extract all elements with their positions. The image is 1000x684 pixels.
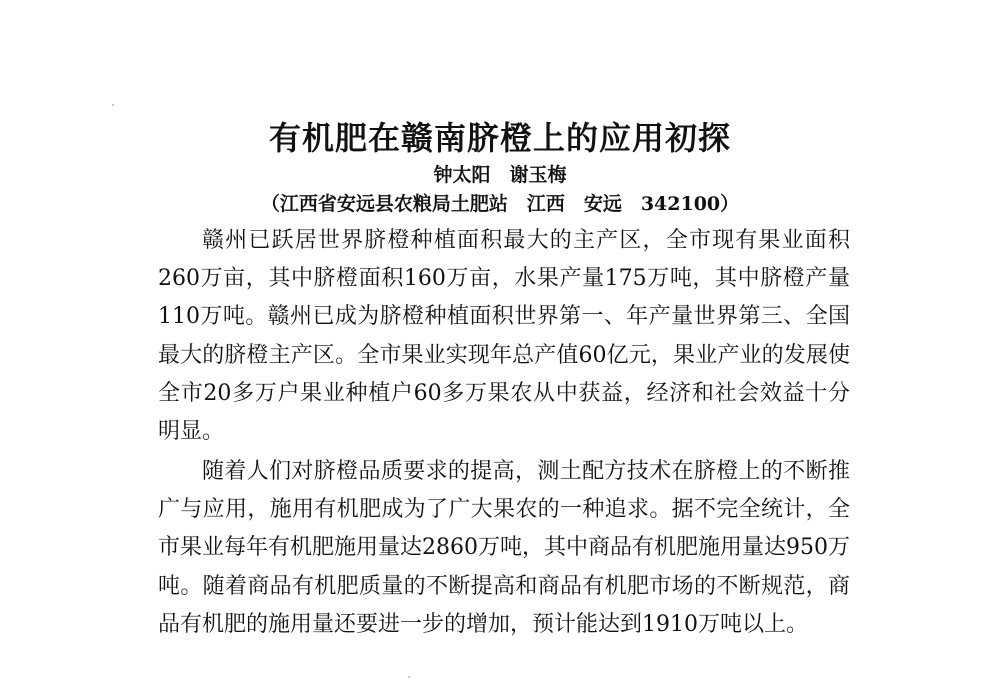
article-affiliation: （江西省安远县农粮局土肥站 江西 安远 342100） [260,193,740,215]
article-title: 有机肥在赣南脐橙上的应用初探 [268,119,731,157]
scan-speck [408,676,410,678]
body-paragraph-2: 随着人们对脐橙品质要求的提高，测土配方技术在脐橙上的不断推广与应用，施用有机肥成为了广大果农的一种追求。据不完全统计，全市果业每年有机肥施用量达2860万吨，其中商品有机肥施用量达950万吨。随着商品有机肥质量的不断提高和商品有机肥市场的不断规范，商品有机肥的施用量还要进一步的增加，预计能达到1910万吨以上。 [158,459,850,637]
article-authors: 钟太阳 谢玉梅 [433,164,567,186]
body-paragraph-1: 赣州已跃居世界脐橙种植面积最大的主产区，全市现有果业面积260万亩，其中脐橙面积160万亩，水果产量175万吨，其中脐橙产量110万吨。赣州已成为脐橙种植面积世界第一、年产量世界第三、全国最大的脐橙主产区。全市果业实现年总产值60亿元，果业产业的发展使全市20多万户果业种植户60多万果农从中获益，经济和社会效益十分明显。 [158,228,850,445]
scan-speck [112,104,114,106]
